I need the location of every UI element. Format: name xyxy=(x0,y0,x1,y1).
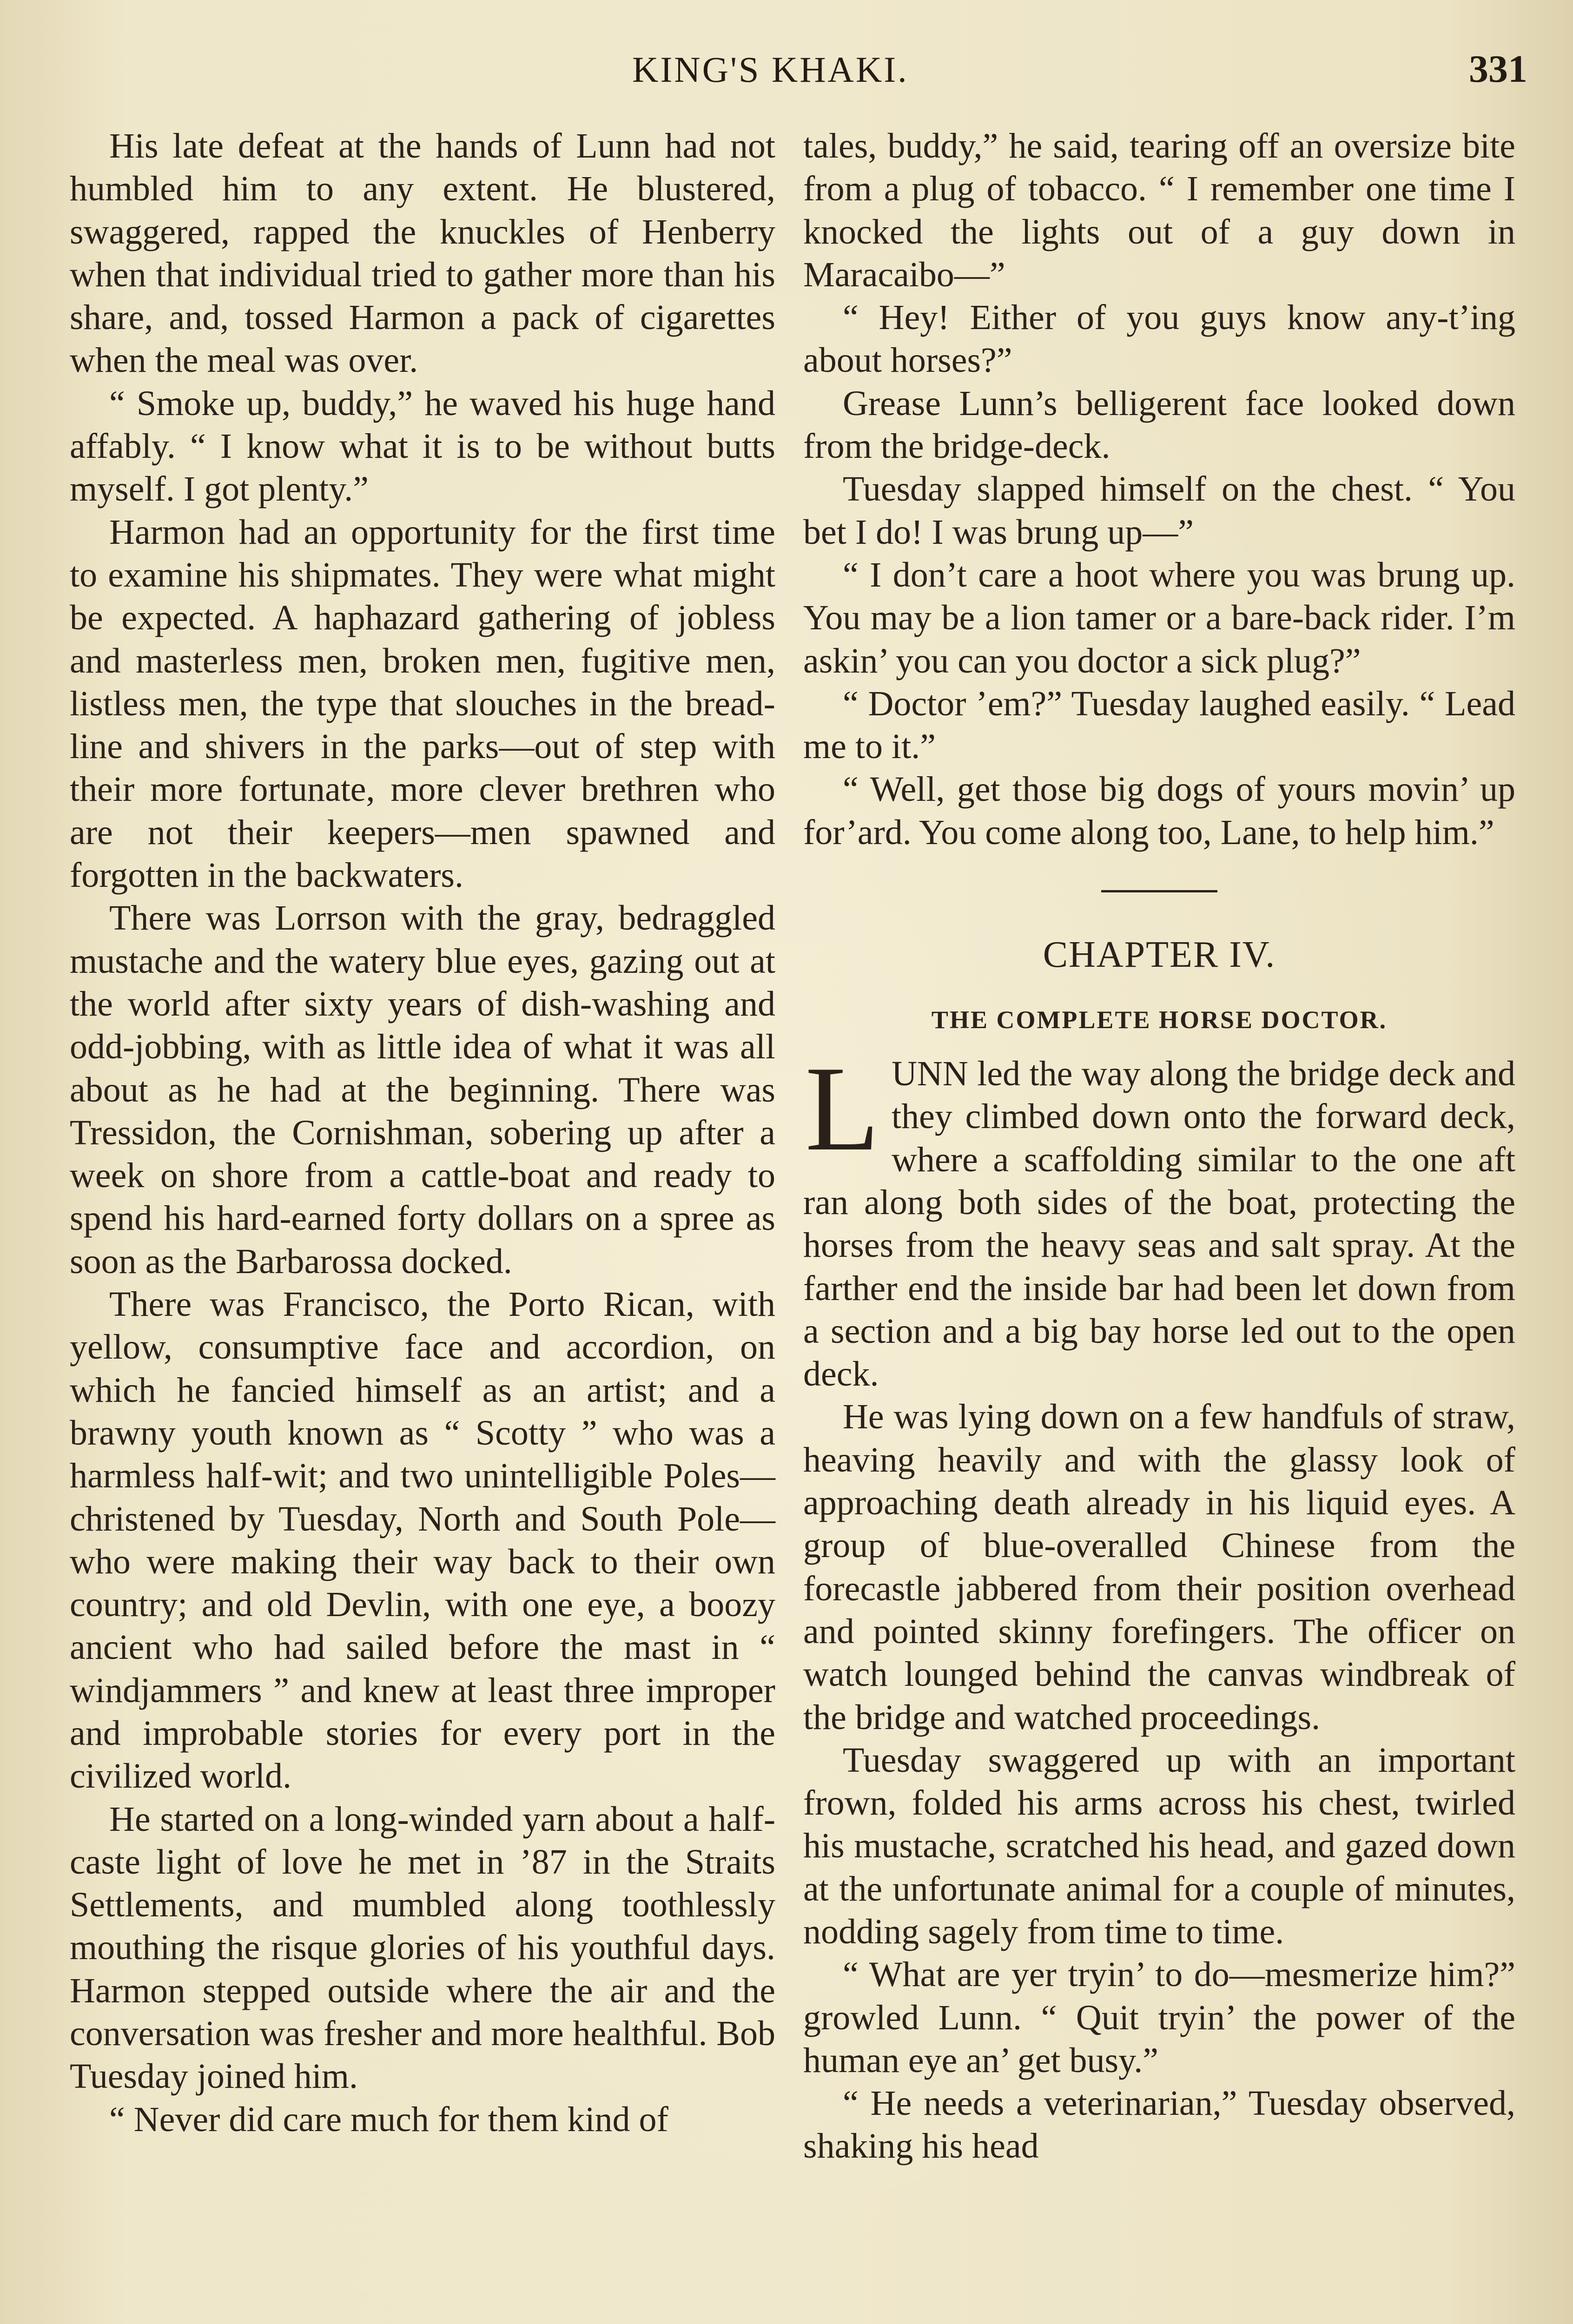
page-number: 331 xyxy=(1469,47,1527,91)
chapter-title: CHAPTER IV. xyxy=(1043,934,1276,976)
right-text-column xyxy=(803,125,1515,2168)
paragraph: There was Francisco, the Porto Rican, with yellow, consumptive face and accordion, on which he fancied himself as an artist; and a brawny youth known as “ Scotty ” who was a harmless half-wit; and two unintelligible Poles—christened by Tuesday, North and South Pole—who were making their way back to their own country; and old Devlin, with one eye, a boozy ancient who had sailed before the mast in “ windjammers ” and knew at least three improper and improbable stories for every port in the civilized world. xyxy=(70,1285,775,1796)
paragraph: Tuesday swaggered up with an important frown, folded his arms across his chest, twirled his mustache, scratched his head, and gazed down at the unfortunate animal for a couple of minutes, nodding sagely from time to time. xyxy=(803,1740,1515,1951)
paragraph: “ He needs a veterinarian,” Tuesday observed, shaking his head xyxy=(803,2084,1515,2166)
paragraph: “ Doctor ’em?” Tuesday laughed easily. “ Lead me to it.” xyxy=(803,684,1515,766)
paragraph: He was lying down on a few handfuls of straw, heaving heavily and with the glassy look of approaching death already in his liquid eyes. A group of blue-overalled Chinese from the forecastle jabbered from their position overhead and pointed skinny forefingers. The officer on watch lounged behind the canvas windbreak of the bridge and watched proceedings. xyxy=(803,1397,1515,1737)
paragraph: “ Smoke up, buddy,” he waved his huge hand affably. “ I know what it is to be without butts myself. I got plenty.” xyxy=(70,383,775,509)
opening-paragraph-text: UNN led the way along the bridge deck and they climbed down onto the forward deck, where a scaffolding similar to the one aft ran along both sides of the boat, protecting the horses from the heavy seas and salt spray. At the farther end the inside bar had been let down from a section and a big bay horse led out to the open deck. xyxy=(803,1054,1515,1394)
paragraph: Grease Lunn’s belligerent face looked down from the bridge-deck. xyxy=(803,383,1515,466)
paragraph: “ Hey! Either of you guys know any-t’ing about horses?” xyxy=(803,298,1515,380)
paragraph: “ Never did care much for them kind of xyxy=(109,2100,668,2139)
drop-cap-letter: L xyxy=(805,1041,880,1176)
paragraph: There was Lorrson with the gray, bedraggled mustache and the watery blue eyes, gazing out at the world after sixty years of dish-washing and odd-jobbing, with as little idea of what it was all about as he had at the beginning. There was Tressidon, the Cornishman, sobering up after a week on shore from a cattle-boat and ready to spend his hard-earned forty dollars on a spree as soon as the Barbarossa docked. xyxy=(70,898,775,1281)
paragraph: “ What are yer tryin’ to do—mesmerize him?” growled Lunn. “ Quit tryin’ the power of the human eye an’ get busy.” xyxy=(803,1955,1515,2080)
chapter-opening-paragraph xyxy=(803,1041,1515,1395)
paragraph: Harmon had an opportunity for the first time to examine his shipmates. They were what might be expected. A haphazard gathering of jobless and masterless men, broken men, fugitive men, listless men, the type that slouches in the bread-line and shivers in the parks—out of step with their more fortunate, more clever brethren who are not their keepers—men spawned and forgotten in the backwaters. xyxy=(70,512,775,895)
paragraph: “ I don’t care a hoot where you was brung up. You may be a lion tamer or a bare-back rider. I’m askin’ you can you doctor a sick plug?” xyxy=(803,555,1515,680)
running-title: KING'S KHAKI. xyxy=(632,49,909,90)
paragraph: His late defeat at the hands of Lunn had not humbled him to any extent. He blustered, swaggered, rapped the knuckles of Henberry when that individual tried to gather more than his share, and, tossed Harmon a pack of cigarettes when the meal was over. xyxy=(70,126,775,380)
left-text-column xyxy=(70,125,775,2141)
section-divider xyxy=(1101,890,1217,892)
continued-paragraph: tales, buddy,” he said, tearing off an oversize bite from a plug of tobacco. “ I remember one time I knocked the lights out of a guy down in Maracaibo—” xyxy=(803,126,1515,294)
chapter-subtitle: THE COMPLETE HORSE DOCTOR. xyxy=(931,1006,1388,1034)
paragraph: Tuesday slapped himself on the chest. “ You bet I do! I was brung up—” xyxy=(803,469,1515,552)
paragraph: He started on a long-winded yarn about a half-caste light of love he met in ’87 in the Straits Settlements, and mumbled along toothlessly mouthing the risque glories of his youthful days. Harmon stepped outside where the air and the conversation was fresher and more healthful. Bob Tuesday joined him. xyxy=(70,1799,775,2096)
paragraph: “ Well, get those big dogs of yours movin’ up for’ard. You come along too, Lane, to help him.” xyxy=(803,770,1515,852)
